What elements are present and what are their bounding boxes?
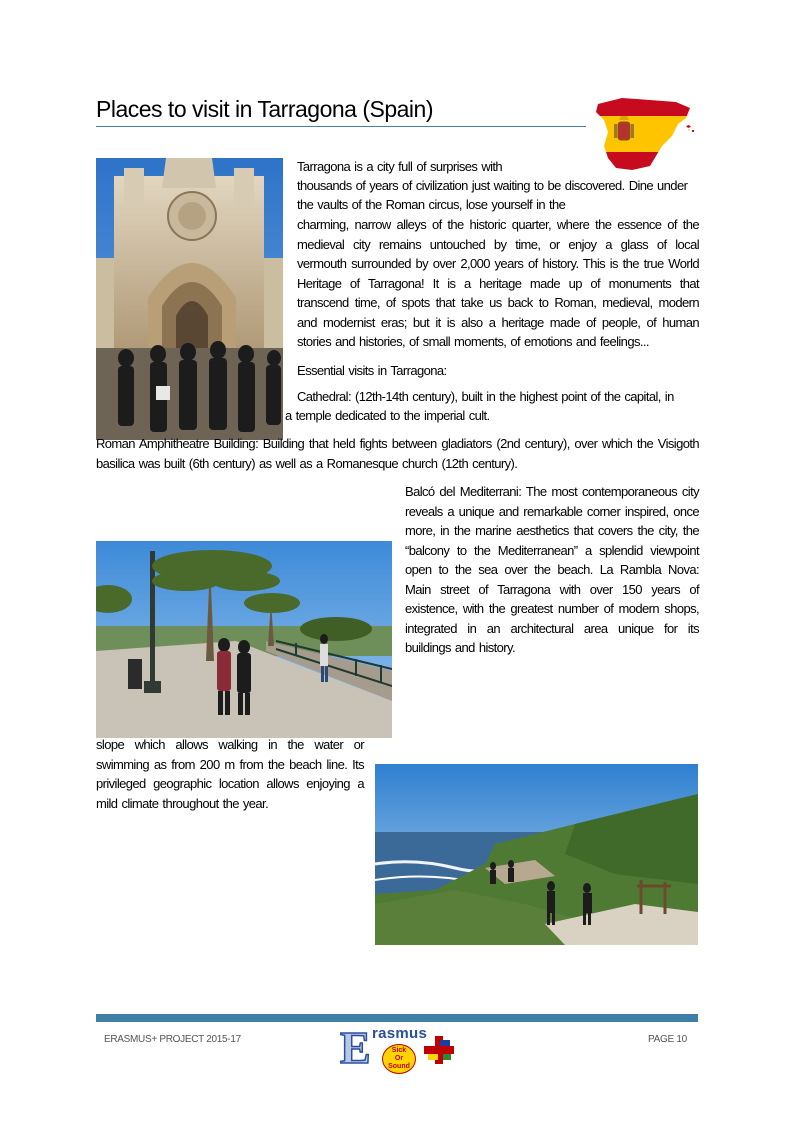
essential-heading: Essential visits in Tarragona: [297, 363, 447, 378]
page-title: Places to visit in Tarragona (Spain) [96, 96, 433, 122]
sick-or-sound-badge [382, 1044, 416, 1074]
intro-line-1: Tarragona is a city full of surprises with [297, 159, 503, 174]
coastline-photo [375, 764, 698, 945]
footer-project-label: ERASMUS+ PROJECT 2015-17 [104, 1034, 241, 1045]
logo-letter: E [340, 1022, 371, 1073]
balco-paragraph: Balcó del Mediterrani: The most contemporaneous city reveals a unique and remarkable corner inspired, once more, in the marine aesthetics that covers the city, the “balcony to the Mediterranean” a splendid viewpoint open to the sea over the beach. La Rambla Nova: Main street of Tarragona with over 150 years of existence, with the greatest number of modern shops, integrated in an architectural area unique for its buildings and history. [405, 484, 699, 655]
beach-paragraph: slope which allows walking in the water or swimming as from 200 m from the beach line. Its privileged geographic location allows enjoying a mild climate throughout the year. [96, 737, 364, 811]
cathedral-photo [96, 158, 283, 440]
cross-flag-icon [424, 1036, 454, 1064]
title-divider [96, 126, 586, 127]
balcony-promenade-photo [96, 541, 392, 738]
badge-word-3: Sound [388, 1063, 410, 1070]
amphitheatre-paragraph: Roman Amphitheatre Building: Building that held fights between gladiators (2nd century), over which the Visigoth basilica was built (6th century) as well as a Romanesque church (12th century). [96, 436, 699, 471]
footer-bar [96, 1014, 698, 1022]
cathedral-line-1: Cathedral: (12th-14th century), built in the highest point of the capital, in [297, 389, 674, 404]
logo-word: rasmus [372, 1025, 428, 1042]
intro-line-3: the vaults of the Roman circus, lose yourself in the [297, 197, 566, 212]
intro-line-2: thousands of years of civilization just waiting to be discovered. Dine under [297, 178, 688, 193]
badge-word-1: Sick [391, 1047, 407, 1054]
footer-page-number: PAGE 10 [648, 1034, 687, 1045]
erasmus-logo [338, 1024, 458, 1074]
cathedral-line-2: a temple dedicated to the imperial cult. [285, 408, 490, 423]
badge-word-2: Or [394, 1055, 404, 1062]
intro-paragraph: charming, narrow alleys of the historic quarter, where the essence of the medieval city remains untouched by time, or enjoy a glass of local vermouth surrounded by over 2,000 years of history. This is the true World Heritage of Tarragona! It is a heritage made up of monuments that transcend time, of spots that take us back to Roman, medieval, modern and modernist eras; but it is also a heritage made of people, of human stories and histories, of small moments, of emotions and feelings... [297, 217, 699, 349]
